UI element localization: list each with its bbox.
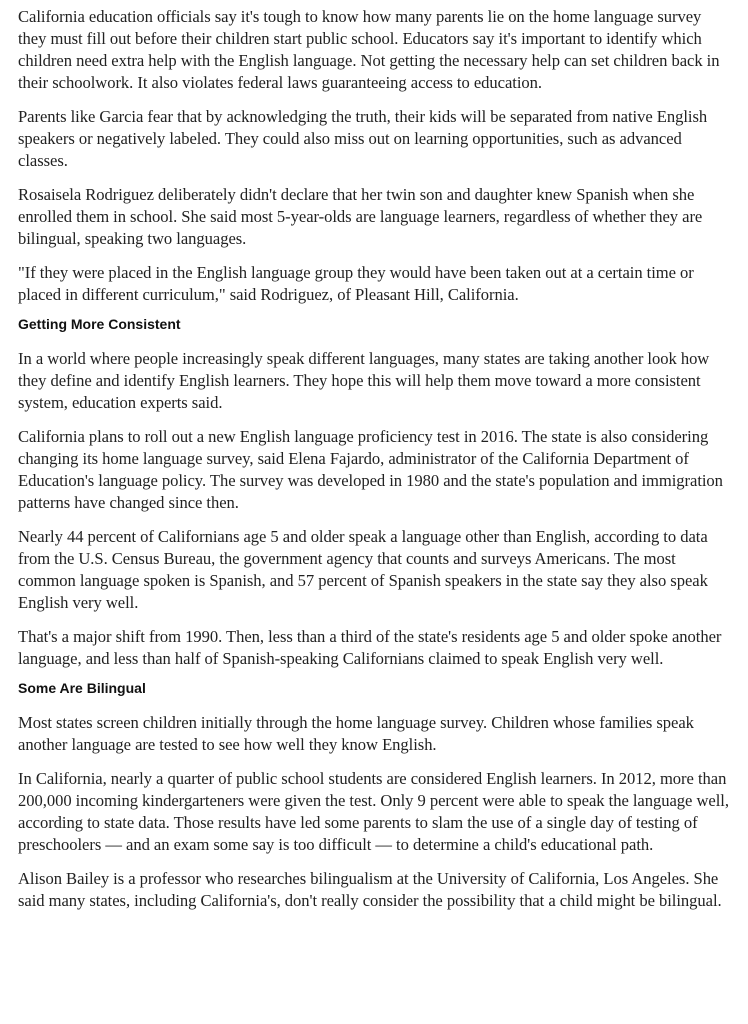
paragraph-1990-shift: That's a major shift from 1990. Then, less than a third of the state's residents age 5 and older spoke another language, and less than half of Spanish-speaking Californians claimed to speak English very well.	[18, 627, 722, 668]
paragraph-rodriguez: Rosaisela Rodriguez deliberately didn't declare that her twin son and daughter knew Spanish when she enrolled them in school. She said most 5-year-olds are language learners, regardless of whether they are bilingual, speaking two languages.	[18, 185, 703, 248]
paragraph-officials: California education officials say it's tough to know how many parents lie on the home language survey they must fill out before their children start public school. Educators say it's important to identify which children need extra help with the English language. Not getting the necessary help can set children back in their schoolwork. It also violates federal laws guaranteeing access to education.	[18, 7, 720, 92]
paragraph-world-languages: In a world where people increasingly speak different languages, many states are taking another look how they define and identify English learners. They hope this will help them move toward a more consistent system, education experts said.	[18, 349, 710, 412]
paragraph-census-data: Nearly 44 percent of Californians age 5 and older speak a language other than English, according to data from the U.S. Census Bureau, the government agency that counts and surveys Americans. The most common language spoken is Spanish, and 57 percent of Spanish speakers in the state say they also speak English very well.	[18, 527, 708, 612]
paragraph-english-learners-stats: In California, nearly a quarter of public school students are considered English learners. In 2012, more than 200,000 incoming kindergarteners were given the test. Only 9 percent were able to speak the language well, according to state data. Those results have led some parents to slam the use of a single day of testing of preschoolers — and an exam some say is too difficult — to determine a child's educational path.	[18, 769, 729, 854]
paragraph-rodriguez-quote: "If they were placed in the English language group they would have been taken out at a certain time or placed in different curriculum," said Rodriguez, of Pleasant Hill, California.	[18, 263, 694, 304]
paragraph-alison-bailey: Alison Bailey is a professor who researches bilingualism at the University of California, Los Angeles. She said many states, including California's, don't really consider the possibility that a child might be bilingual.	[18, 869, 722, 910]
subheading-getting-more-consistent: Getting More Consistent	[18, 316, 181, 332]
paragraph-states-screen: Most states screen children initially through the home language survey. Children whose families speak another language are tested to see how well they know English.	[18, 713, 694, 754]
paragraph-california-test: California plans to roll out a new English language proficiency test in 2016. The state is also considering changing its home language survey, said Elena Fajardo, administrator of the California Department of Education's language policy. The survey was developed in 1980 and the state's population and immigration patterns have changed since then.	[18, 427, 723, 512]
subheading-some-are-bilingual: Some Are Bilingual	[18, 680, 146, 696]
paragraph-parents-fear: Parents like Garcia fear that by acknowledging the truth, their kids will be separated from native English speakers or negatively labeled. They could also miss out on learning opportunities, such as advanced classes.	[18, 107, 708, 170]
